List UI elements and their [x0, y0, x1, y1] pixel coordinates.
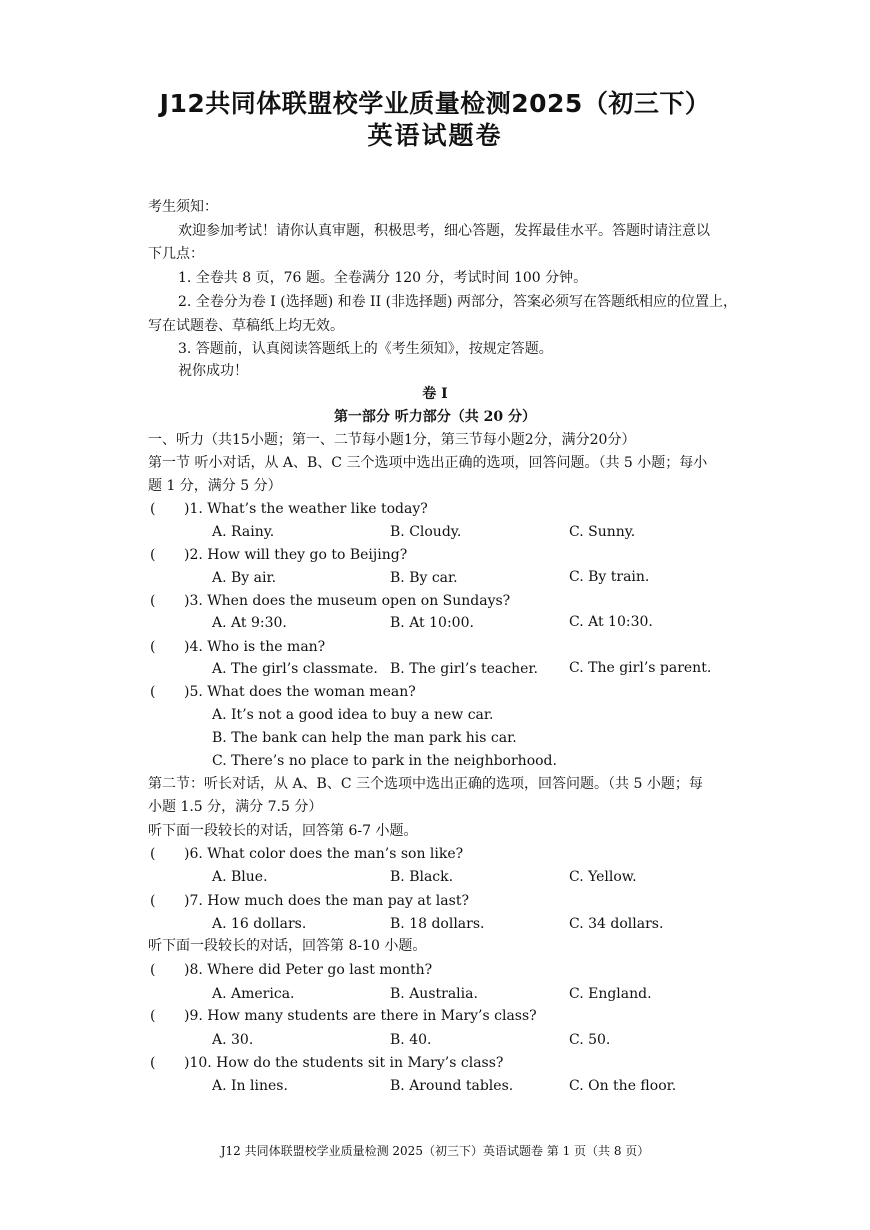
- option-3c: C. At 10:30.: [569, 614, 653, 630]
- option-10a: A. In lines.: [212, 1078, 288, 1094]
- page-footer: J12 共同体联盟校学业质量检测 2025（初三下）英语试题卷 第 1 页（共 8 页）: [220, 1144, 650, 1158]
- option-6c: C. Yellow.: [569, 869, 637, 885]
- answer-blank: (: [150, 639, 156, 655]
- option-3b: B. At 10:00.: [390, 615, 474, 631]
- option-5c: C. There’s no place to park in the neighborhood.: [212, 753, 557, 769]
- option-6a: A. Blue.: [212, 869, 268, 885]
- option-4a: A. The girl’s classmate.: [212, 661, 378, 677]
- option-2a: A. By air.: [212, 570, 277, 586]
- option-5b: B. The bank can help the man park his car.: [212, 730, 517, 746]
- dialog-8-10-instruction: 听下面一段较长的对话，回答第 8-10 小题。: [148, 938, 427, 954]
- option-8c: C. England.: [569, 986, 652, 1002]
- answer-blank: (: [150, 962, 156, 978]
- option-6b: B. Black.: [390, 869, 454, 885]
- answer-blank: (: [150, 893, 156, 909]
- option-8b: B. Australia.: [390, 986, 478, 1002]
- question-3: )3. When does the museum open on Sundays?: [184, 593, 511, 609]
- option-7a: A. 16 dollars.: [212, 916, 307, 932]
- subsection1-instruction-line2: 题 1 分，满分 5 分）: [148, 478, 282, 494]
- option-1c: C. Sunny.: [569, 524, 636, 540]
- exam-title: J12共同体联盟校学业质量检测2025（初三下）: [159, 89, 711, 118]
- question-8: )8. Where did Peter go last month?: [184, 962, 433, 978]
- notice-intro-line2: 下几点：: [148, 246, 204, 262]
- part1-heading: 第一部分 听力部分（共 20 分）: [333, 409, 537, 425]
- question-4: )4. Who is the man?: [184, 639, 326, 655]
- volume-heading: 卷 I: [422, 386, 448, 402]
- option-2b: B. By car.: [390, 570, 458, 586]
- notice-intro-line1: 欢迎参加考试！请你认真审题，积极思考，细心答题，发挥最佳水平。答题时请注意以: [178, 223, 710, 239]
- option-10c: C. On the floor.: [569, 1078, 677, 1094]
- option-3a: A. At 9:30.: [212, 615, 287, 631]
- option-7c: C. 34 dollars.: [569, 916, 664, 932]
- question-9: )9. How many students are there in Mary’s class?: [184, 1008, 537, 1024]
- notice-item-2-line1: 2. 全卷分为卷 I (选择题) 和卷 II (非选择题) 两部分，答案必须写在答题纸相应的位置上，: [178, 294, 737, 310]
- option-9a: A. 30.: [212, 1032, 254, 1048]
- option-2c: C. By train.: [569, 569, 650, 585]
- question-5: )5. What does the woman mean?: [184, 684, 416, 700]
- option-5a: A. It’s not a good idea to buy a new car.: [212, 707, 494, 723]
- subsection1-instruction-line1: 第一节 听小对话，从 A、B、C 三个选项中选出正确的选项，回答问题。（共 5 小题；每小: [148, 455, 708, 471]
- option-1a: A. Rainy.: [212, 524, 275, 540]
- answer-blank: (: [150, 501, 156, 517]
- question-6: )6. What color does the man’s son like?: [184, 846, 464, 862]
- section1-title: 一、听力（共15小题；第一、二节每小题1分，第三节每小题2分，满分20分）: [148, 432, 636, 448]
- answer-blank: (: [150, 1008, 156, 1024]
- question-7: )7. How much does the man pay at last?: [184, 893, 469, 909]
- exam-subtitle: 英语试题卷: [367, 121, 503, 150]
- answer-blank: (: [150, 1055, 156, 1071]
- option-9b: B. 40.: [390, 1032, 432, 1048]
- option-8a: A. America.: [212, 986, 295, 1002]
- notice-item-1: 1. 全卷共 8 页，76 题。全卷满分 120 分，考试时间 100 分钟。: [178, 270, 588, 286]
- option-1b: B. Cloudy.: [390, 524, 462, 540]
- subsection2-instruction-line2: 小题 1.5 分，满分 7.5 分）: [148, 799, 323, 815]
- notice-item-3: 3. 答题前，认真阅读答题纸上的《考生须知》，按规定答题。: [178, 341, 553, 357]
- notice-closing: 祝你成功！: [178, 363, 248, 379]
- dialog-6-7-instruction: 听下面一段较长的对话，回答第 6-7 小题。: [148, 823, 418, 839]
- answer-blank: (: [150, 684, 156, 700]
- question-10: )10. How do the students sit in Mary’s class?: [184, 1055, 504, 1071]
- notice-heading: 考生须知：: [148, 199, 218, 215]
- answer-blank: (: [150, 547, 156, 563]
- question-2: )2. How will they go to Beijing?: [184, 547, 408, 563]
- option-9c: C. 50.: [569, 1032, 611, 1048]
- option-7b: B. 18 dollars.: [390, 916, 485, 932]
- option-4b: B. The girl’s teacher.: [390, 661, 538, 677]
- option-4c: C. The girl’s parent.: [569, 660, 712, 676]
- question-1: )1. What’s the weather like today?: [184, 501, 428, 517]
- answer-blank: (: [150, 593, 156, 609]
- subsection2-instruction-line1: 第二节：听长对话，从 A、B、C 三个选项中选出正确的选项，回答问题。（共 5 小题；每: [148, 776, 703, 792]
- answer-blank: (: [150, 846, 156, 862]
- notice-item-2-line2: 写在试题卷、草稿纸上均无效。: [148, 318, 344, 334]
- option-10b: B. Around tables.: [390, 1078, 514, 1094]
